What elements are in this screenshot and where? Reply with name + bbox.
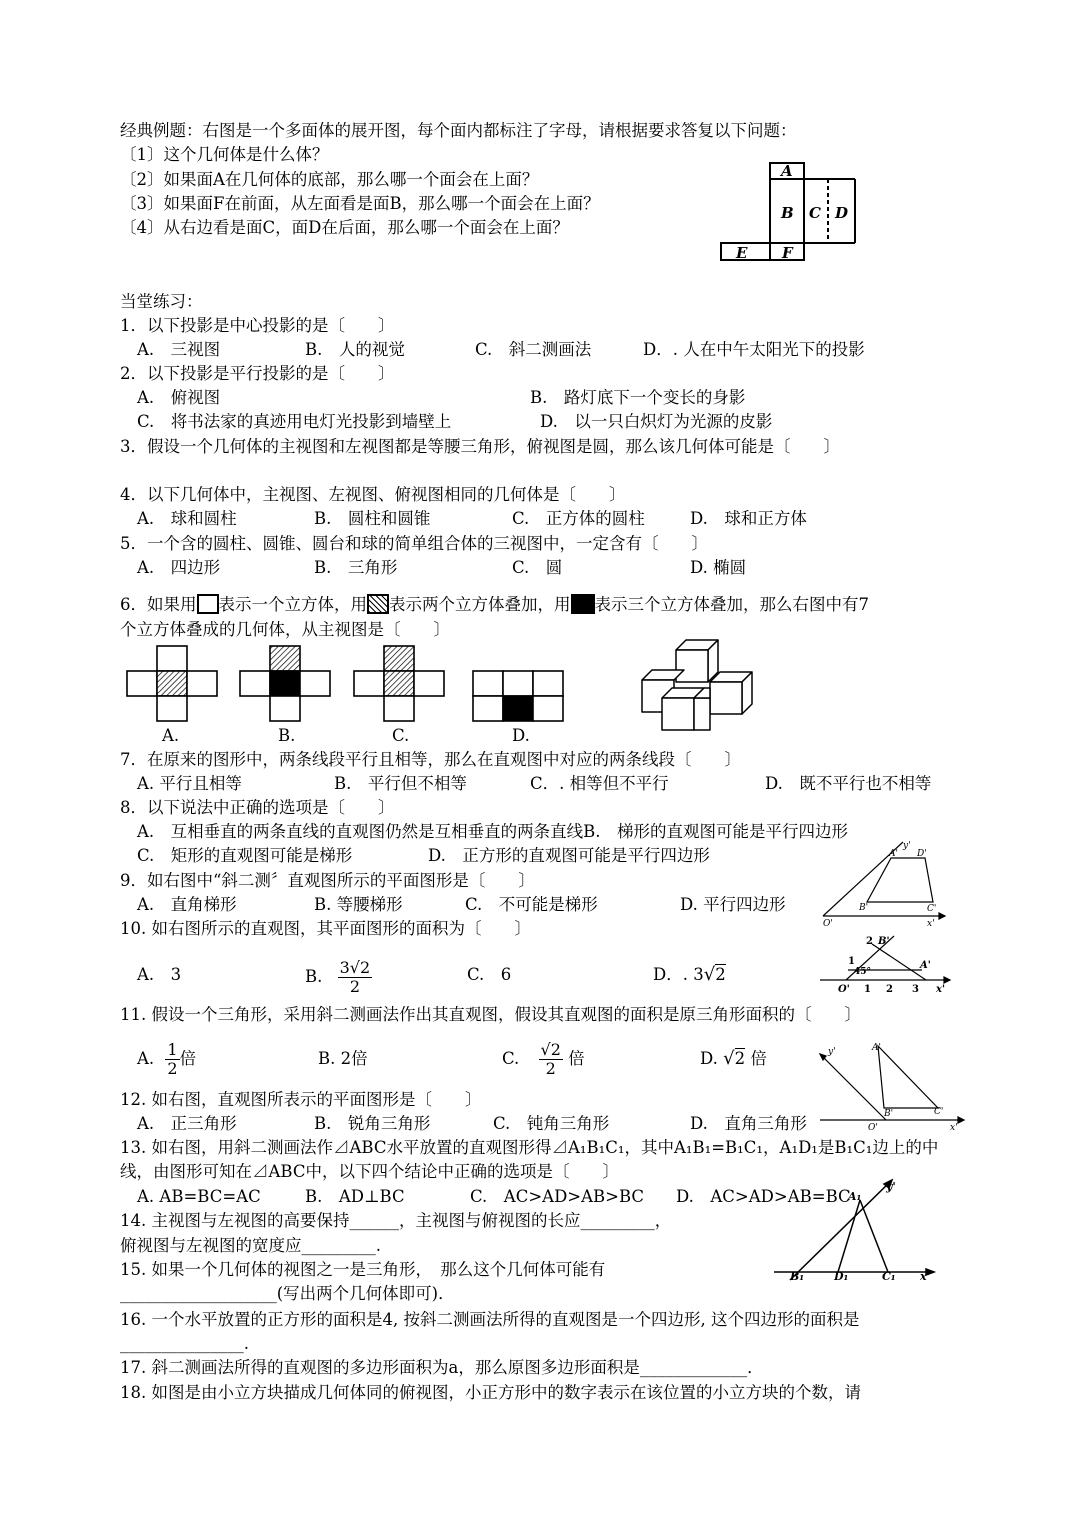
q8-option-c: C. 矩形的直观图可能是梯形 [137, 846, 353, 865]
q13-option-b: B. AD⊥BC [305, 1187, 405, 1206]
q6-option-d: D. [512, 726, 530, 745]
q11-option-c [502, 1036, 585, 1082]
question-6 [120, 594, 869, 615]
q7-option-b: B. 平行但不相等 [334, 774, 467, 793]
q12-option-b: B. 锐角三角形 [314, 1114, 431, 1133]
question-16-line-1: 16. 一个水平放置的正方形的面积是4, 按斜二测画法所得的直观图是一个四边形, 这个四边形的面积是 [120, 1310, 860, 1329]
question-10: 10. 如右图所示的直观图，其平面图形的面积为〔 〕 [120, 919, 531, 938]
fig12-label-a: A' [872, 1043, 881, 1053]
fig13-label-x: x' [920, 1270, 930, 1283]
q8-option-d: D. 正方形的直观图可能是平行四边形 [428, 846, 710, 865]
q2-option-c: C. 将书法家的真迹用电灯光投影到墙壁上 [137, 412, 452, 431]
q11-option-a [137, 1036, 196, 1082]
question-6-line-2: 个立方体叠成的几何体，从主视图是〔 〕 [120, 620, 450, 639]
fig12-label-y: y' [828, 1047, 836, 1057]
fig9-label-x: x' [927, 919, 935, 926]
fig9-label-y: y' [903, 841, 911, 851]
question-15-line-1: 15. 如果一个几何体的视图之一是三角形， 那么这个几何体可能有 [120, 1260, 606, 1279]
q13-option-d: D. AC>AD>AB=BC [676, 1187, 851, 1206]
q12-option-a: A. 正三角形 [137, 1114, 237, 1133]
fig13-label-a1: A₁ [848, 1190, 862, 1203]
q2-option-d: D. 以一只白炽灯为光源的皮影 [540, 412, 773, 431]
fig12-label-c: C' [934, 1107, 944, 1117]
fig12-label-o: O' [868, 1123, 878, 1132]
net-label-c: C [809, 204, 821, 222]
q10-option-d-label: D．. 3 [653, 965, 704, 984]
q11-option-c-denominator: 2 [545, 1059, 556, 1078]
q9-oblique-trapezoid-figure [815, 836, 950, 926]
q11-option-c-label: C. [502, 1049, 520, 1068]
q2-option-b: B. 路灯底下一个变长的身影 [530, 388, 746, 407]
q13-option-a: A. AB=BC=AC [137, 1187, 261, 1206]
fig10-label-1a: 1 [848, 956, 855, 967]
q11-option-d-radicand: 2 [734, 1049, 746, 1068]
q4-option-b: B. 圆柱和圆锥 [314, 509, 431, 528]
fig9-label-c: C' [927, 904, 937, 914]
fig10-tick-2: 2 [886, 984, 893, 994]
q7-option-a: A. 平行且相等 [137, 774, 242, 793]
q10-option-b-numerator: 3√2 [339, 958, 371, 977]
two-cube-symbol-icon [367, 594, 389, 614]
example-question-4: 〔4〕从右边看是面C，面D在后面，那么哪一个面会在上面？ [120, 218, 569, 237]
q8-option-a-b: A. 互相垂直的两条直线的直观图仍然是互相垂直的两条直线B. 梯形的直观图可能是平行四边形 [137, 822, 849, 841]
q1-option-a: A. 三视图 [137, 340, 221, 359]
example-question-3: 〔3〕如果面F在前面，从左面看是面B，那么哪一个面会在上面？ [120, 194, 600, 213]
q9-option-a: A. 直角梯形 [137, 895, 237, 914]
question-4: 4．以下几何体中，主视图、左视图、俯视图相同的几何体是〔 〕 [120, 485, 626, 504]
q10-option-b [305, 954, 372, 1000]
q13-oblique-triangle-figure [770, 1176, 940, 1286]
question-3: 3．假设一个几何体的主视图和左视图都是等腰三角形，俯视图是圆，那么该几何体可能是〔 〕 [120, 437, 840, 456]
q11-option-a-label: A. [137, 1049, 155, 1068]
question-13-line-2: 线，由图形可知在⊿ABC中，以下四个结论中正确的选项是〔 〕 [120, 1162, 619, 1181]
question-13-line-1: 13. 如右图，用斜二测画法作⊿ABC水平放置的直观图形得⊿A₁B₁C₁，其中A₁B₁=B₁C₁，A₁D₁是B₁C₁边上的中 [120, 1138, 939, 1157]
q10-option-c: C. 6 [467, 965, 512, 984]
three-cube-symbol-icon [571, 594, 595, 614]
fig10-label-2: 2 [866, 936, 873, 947]
q6-text-d: 表示三个立方体叠加，那么右图中有7 [594, 595, 869, 614]
q11-option-a-numerator: 1 [167, 1040, 178, 1059]
q11-option-d-unit: 倍 [750, 1049, 767, 1068]
fig9-label-o: O' [823, 919, 833, 926]
fig9-label-a: A' [889, 849, 898, 859]
net-label-a: A [781, 162, 793, 180]
question-2: 2．以下投影是平行投影的是〔 〕 [120, 364, 395, 383]
q9-option-c: C. 不可能是梯形 [465, 895, 598, 914]
fig10-label-45: 45° [854, 967, 872, 977]
fig13-label-b1: B₁ [790, 1270, 805, 1283]
q11-option-c-unit: 倍 [568, 1049, 585, 1068]
question-12: 12. 如右图，直观图所表示的平面图形是〔 〕 [120, 1090, 482, 1109]
q7-option-c: C．. 相等但不平行 [530, 774, 669, 793]
fig10-tick-1: 1 [864, 984, 871, 994]
q4-option-c: C. 正方体的圆柱 [512, 509, 645, 528]
q1-option-b: B. 人的视觉 [305, 340, 405, 359]
net-label-d: D [835, 204, 849, 222]
q12-option-d: D. 直角三角形 [690, 1114, 807, 1133]
fig12-label-b: B' [884, 1109, 894, 1119]
practice-heading: 当堂练习： [120, 292, 203, 311]
example-question-2: 〔2〕如果面A在几何体的底部，那么哪一个面会在上面？ [120, 170, 539, 189]
q10-option-b-denominator: 2 [349, 977, 360, 996]
q5-option-b: B. 三角形 [314, 558, 398, 577]
question-17: 17. 斜二测画法所得的直观图的多边形面积为a，那么原图多边形面积是_____________． [120, 1358, 764, 1377]
q12-option-c: C. 钝角三角形 [493, 1114, 610, 1133]
q5-option-c: C. 圆 [512, 558, 563, 577]
fig10-label-a: A' [920, 960, 931, 971]
q11-option-d: D. √2 倍 [700, 1048, 767, 1069]
polyhedron-net-figure [718, 160, 863, 264]
q11-option-b: B. 2倍 [318, 1049, 368, 1068]
q10-option-d: D．. 3√2 [653, 964, 726, 985]
q6-text-c: 表示两个立方体叠加，用 [389, 595, 571, 614]
q11-option-a-unit: 倍 [179, 1049, 197, 1068]
question-14-line-1: 14. 主视图与左视图的高要保持______，主视图与俯视图的长应_________， [120, 1211, 672, 1230]
question-14-line-2: 俯视图与左视图的宽度应_________. [120, 1236, 381, 1255]
net-label-b: B [781, 204, 794, 222]
q1-option-d: D．. 人在中午太阳光下的投影 [643, 340, 865, 359]
fig9-label-d: D' [917, 849, 927, 859]
q12-oblique-triangle-figure [818, 1040, 968, 1132]
q6-option-b: B. [278, 726, 296, 745]
q10-option-d-radicand: 2 [715, 965, 726, 984]
q1-option-c: C. 斜二测画法 [475, 340, 592, 359]
q9-option-b: B. 等腰梯形 [314, 895, 403, 914]
fig10-tick-3: 3 [912, 984, 919, 994]
q4-option-d: D. 球和正方体 [690, 509, 807, 528]
fig10-label-o: O' [838, 984, 850, 994]
question-1: 1．以下投影是中心投影的是〔 〕 [120, 316, 395, 335]
question-8: 8．以下说法中正确的选项是〔 〕 [120, 798, 395, 817]
example-question-1: 〔1〕这个几何体是什么体？ [120, 145, 329, 164]
q6-option-a: A. [162, 726, 180, 745]
q5-option-d: D. 椭圆 [690, 558, 747, 577]
q7-option-d: D. 既不平行也不相等 [765, 774, 932, 793]
example-intro: 经典例题：右图是一个多面体的展开图，每个面内都标注了字母，请根据要求答复以下问题： [120, 121, 797, 140]
q11-option-d-label: D. [700, 1049, 718, 1068]
fig13-label-y: y' [886, 1180, 896, 1193]
question-18: 18. 如图是由小立方块描成几何体同的俯视图，小正方形中的数字表示在该位置的小立方块的个数，请 [120, 1383, 861, 1402]
q6-text-b: 表示一个立方体，用 [218, 595, 367, 614]
q2-option-a: A. 俯视图 [137, 388, 221, 407]
net-label-f: F [782, 244, 793, 262]
q10-option-a: A. 3 [137, 965, 182, 984]
q9-option-d: D. 平行四边形 [680, 895, 786, 914]
q13-option-c: C. AC>AD>AB>BC [470, 1187, 645, 1206]
fig10-label-b: B' [878, 936, 890, 947]
fig10-label-x: x' [936, 984, 946, 994]
question-15-line-2: ___________________(写出两个几何体即可)． [120, 1284, 455, 1303]
question-5: 5．一个含的圆柱、圆锥、圆台和球的简单组合体的三视图中，一定含有〔 〕 [120, 534, 708, 553]
q6-view-options-figure [120, 640, 580, 725]
fig13-label-c1: C₁ [882, 1270, 896, 1283]
net-label-e: E [736, 244, 748, 262]
q10-oblique-triangle-figure [818, 932, 953, 994]
q11-option-c-numerator: √2 [540, 1040, 561, 1059]
stacked-cubes-figure [638, 636, 758, 734]
q6-option-c: C. [392, 726, 410, 745]
fig9-label-b: B' [859, 903, 869, 913]
q11-option-a-denominator: 2 [167, 1059, 178, 1078]
q10-option-b-label: B. [305, 967, 323, 986]
q6-text-a: 6．如果用 [120, 595, 197, 614]
q5-option-a: A. 四边形 [137, 558, 221, 577]
question-7: 7．在原来的图形中，两条线段平行且相等，那么在直观图中对应的两条线段〔 〕 [120, 750, 741, 769]
fig13-label-d1: D₁ [834, 1270, 849, 1283]
q4-option-a: A. 球和圆柱 [137, 509, 237, 528]
fig12-label-x: x' [950, 1123, 958, 1132]
question-16-line-2: _______________. [120, 1334, 249, 1353]
question-11: 11. 假设一个三角形，采用斜二测画法作出其直观图，假设其直观图的面积是原三角形面积的〔 〕 [120, 1005, 861, 1024]
question-9: 9．如右图中“斜二测〞直观图所示的平面图形是〔 〕 [120, 871, 535, 890]
single-cube-symbol-icon [197, 594, 219, 614]
